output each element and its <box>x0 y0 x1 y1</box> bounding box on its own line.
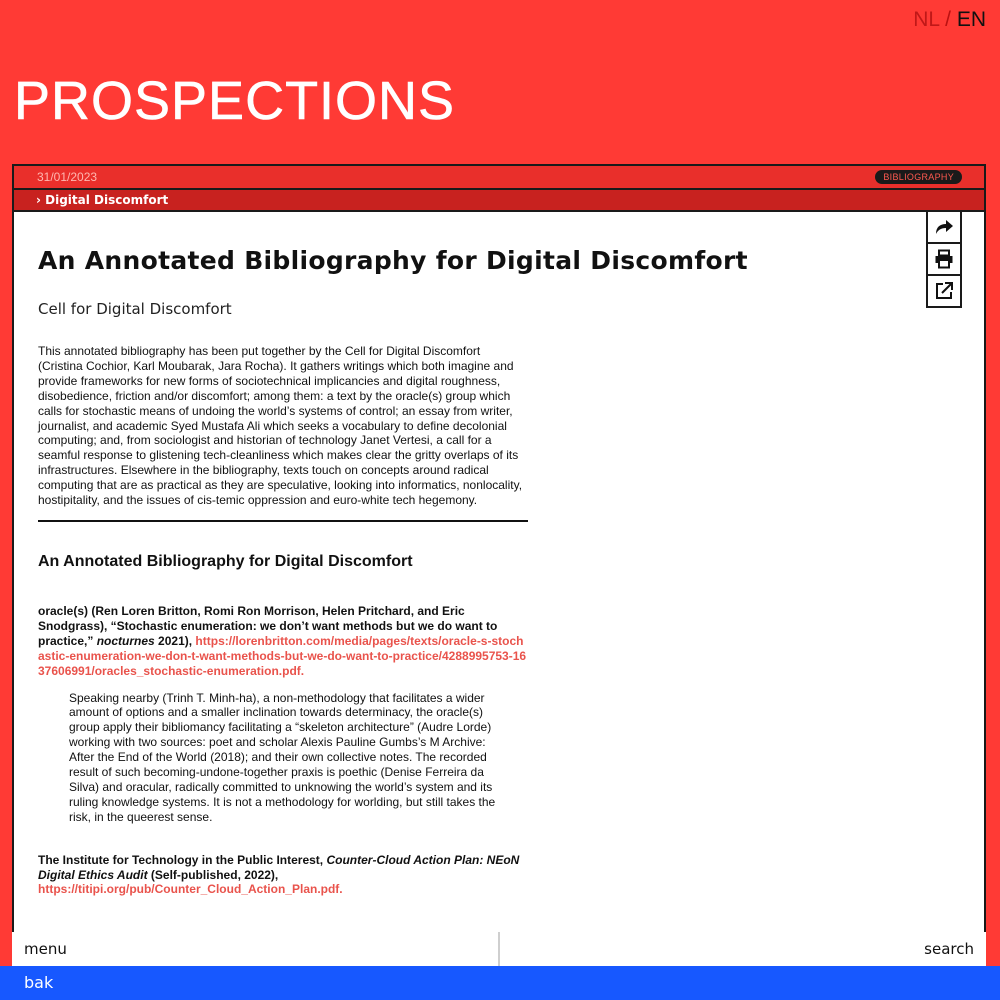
lang-separator: / <box>939 8 957 31</box>
open-external-button[interactable] <box>928 274 960 306</box>
citation-link[interactable]: https://titipi.org/pub/Counter_Cloud_Action_Plan.pdf. <box>38 882 343 897</box>
article-intro: This annotated bibliography has been put together by the Cell for Digital Discomfort (Cristina Cochior, Karl Moubarak, Jara Rocha). It gathers writings which both imagine and provide frameworks for new forms of sociotechnical implicancies and digital roughness, disobedience, friction and/or discomfort; among them: a text by the oracle(s) group which calls for stochastic means of undoing the world’s systems of control; an essay from writer, journalist, and academic Syed Mustafa Ali which seeks a vocabulary to define decolonial computing; and, from sociologist and historian of technology Janet Vertesi, a call for a seamful response to glistening tech-cleanliness which makes clear the gritty overlaps of its infrastructures. Elsewhere in the bibliography, texts touch on concepts around radical computing that are as practical as they are speculative, looking into informatics, nonlocality, hostipitality, and the issues of cis-temic oppression and euro-white tech hegemony. <box>38 344 523 508</box>
chevron-right-icon: › <box>36 193 41 207</box>
citation-text: The Institute for Technology in the Public Interest, <box>38 852 327 867</box>
citation-text: 2021), <box>154 633 196 648</box>
share-button[interactable] <box>928 212 960 242</box>
footer-bar <box>0 966 1000 1000</box>
site-title[interactable]: PROSPECTIONS <box>14 71 456 131</box>
citation-italic: nocturnes <box>96 633 155 648</box>
language-switcher <box>913 8 986 32</box>
entry-annotation: Speaking nearby (Trinh T. Minh-ha), a non-methodology that facilitates a wider amount of options and a smaller inclination towards determinacy, the oracle(s) group apply their bibliomancy facilitating a “skeleton architecture” (Audre Lorde) working with two sources: poet and scholar Alexis Pauline Gumbs’s M Archive: After the End of the World (2018); and their own collective notes. The recorded result of such becoming-undone-together praxis is poethic (Denise Ferreira da Silva) and oracular, radically committed to unknowing the world’s system and its ruling knowledge systems. It is not a methodology for worlding, but still takes the risk, in the queerest sense. <box>69 690 496 824</box>
category-badge[interactable]: BIBLIOGRAPHY <box>875 170 962 184</box>
section-divider <box>38 520 528 522</box>
search-button[interactable]: search <box>500 932 986 966</box>
citation-link[interactable]: https://lorenbritton.com/media/pages/texts/oracle-s-stochastic-enumeration-we-don-t-want-methods-but-we-do-want-to-practice/4288995753-1637606991/oracles_stochastic-enumeration.pdf. <box>38 633 527 678</box>
footer-logo[interactable]: bak <box>24 973 54 992</box>
citation-italic: Counter-Cloud Action Plan: NEoN Digital Ethics Audit <box>38 852 520 882</box>
article-title: An Annotated Bibliography for Digital Discomfort <box>38 246 748 275</box>
print-icon <box>934 249 954 269</box>
lang-en-link[interactable]: EN <box>956 8 986 31</box>
menu-button[interactable]: menu <box>12 932 498 966</box>
bibliography-entry <box>38 853 528 898</box>
external-link-icon <box>934 281 954 301</box>
citation-text: oracle(s) (Ren Loren Britton, Romi Ron Morrison, Helen Pritchard, and Eric Snodgrass), “Stochastic enumeration: we don’t want methods but we do want to practice,” <box>38 603 498 648</box>
breadcrumb-label: Digital Discomfort <box>45 193 169 207</box>
print-button[interactable] <box>928 242 960 274</box>
section-heading: An Annotated Bibliography for Digital Discomfort <box>38 552 413 570</box>
publish-date: 31/01/2023 <box>37 170 98 184</box>
share-icon <box>934 218 954 236</box>
article-body <box>38 246 748 897</box>
breadcrumb <box>14 190 984 212</box>
bibliography-entry <box>38 604 528 679</box>
citation-text: (Self-published, 2022), <box>147 867 279 882</box>
meta-bar <box>14 166 984 190</box>
bottom-nav <box>12 932 986 966</box>
lang-nl-link[interactable]: NL <box>913 8 940 31</box>
article-panel <box>12 164 986 1000</box>
breadcrumb-link[interactable] <box>36 193 168 207</box>
article-toolbar <box>926 212 962 308</box>
article-author: Cell for Digital Discomfort <box>38 300 232 318</box>
